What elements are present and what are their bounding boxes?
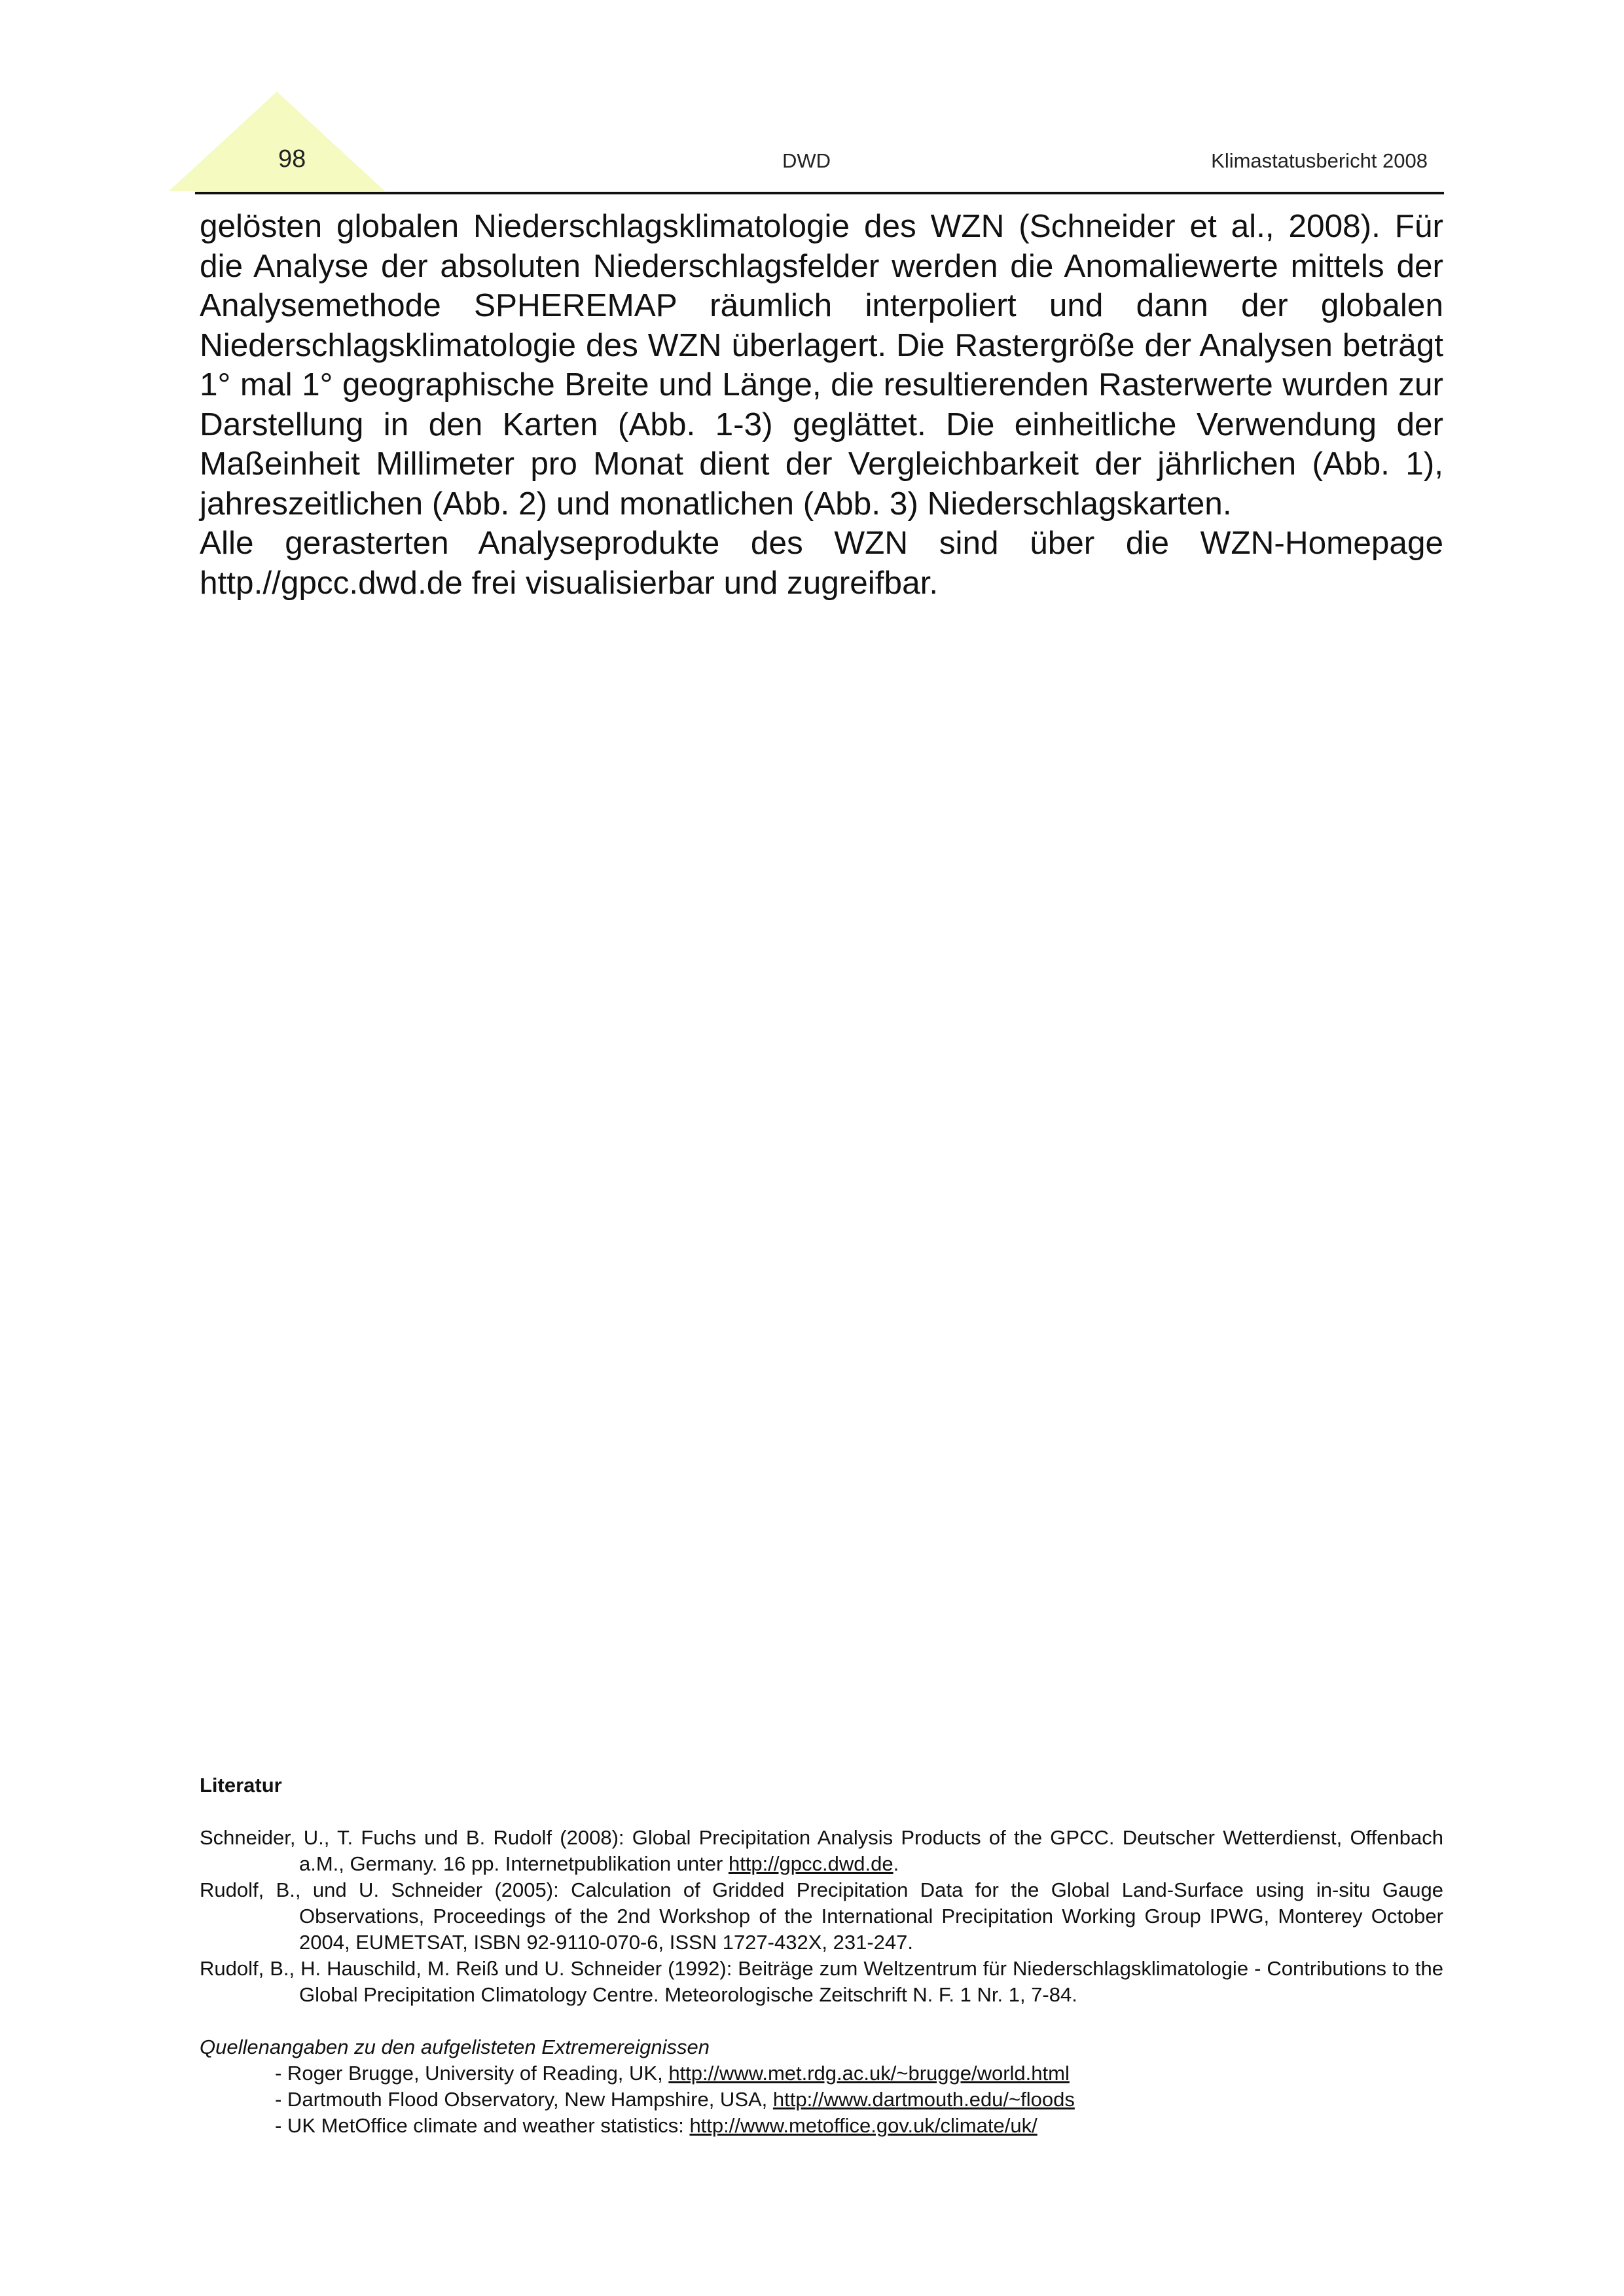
- reference-item: [200, 1877, 1443, 1956]
- source-link[interactable]: http://www.metoffice.gov.uk/climate/uk/: [689, 2114, 1038, 2137]
- reference-item: [200, 1956, 1443, 2008]
- body-paragraph-2: Alle gerasterten Analyseprodukte des WZN sind über die WZN-Homepage http.//gpcc.dwd.de frei visualisierbar und zugreifbar.: [200, 525, 1443, 601]
- literature-section: [200, 1772, 1443, 2139]
- source-item: [275, 2087, 1443, 2113]
- source-text: - Dartmouth Flood Observatory, New Hampshire, USA,: [275, 2088, 773, 2111]
- page-number-triangle: [169, 92, 385, 191]
- header-report-title: Klimastatusbericht 2008: [1211, 149, 1428, 172]
- reference-link[interactable]: http://gpcc.dwd.de: [728, 1852, 893, 1875]
- sources-section: [200, 2034, 1443, 2139]
- reference-text: Rudolf, B., und U. Schneider (2005): Calculation of Gridded Precipitation Data for the Global Land-Surface using in-situ Gauge Observations, Proceedings of the 2nd Workshop of the International Precipitation Working Group IPWG, Monterey October 2004, EUMETSAT, ISBN 92-9110-070-6, ISSN 1727-432X, 231-247.: [200, 1878, 1443, 1954]
- source-text: - Roger Brugge, University of Reading, UK,: [275, 2062, 669, 2085]
- source-item: [275, 2113, 1443, 2139]
- reference-item: [200, 1825, 1443, 1877]
- body-text: [200, 207, 1443, 603]
- reference-suffix: .: [893, 1852, 899, 1875]
- page-number: 98: [278, 145, 306, 173]
- page-header: [0, 0, 1624, 196]
- sources-heading: Quellenangaben zu den aufgelisteten Extremereignissen: [200, 2036, 710, 2058]
- header-divider: [195, 192, 1444, 194]
- header-publisher: DWD: [782, 149, 831, 172]
- source-text: - UK MetOffice climate and weather statistics:: [275, 2114, 690, 2137]
- source-item: [275, 2060, 1443, 2087]
- reference-text: Schneider, U., T. Fuchs und B. Rudolf (2008): Global Precipitation Analysis Products of the GPCC. Deutscher Wetterdienst, Offenbach a.M., Germany. 16 pp. Internetpublikation unter: [200, 1826, 1443, 1875]
- source-link[interactable]: http://www.met.rdg.ac.uk/~brugge/world.html: [668, 2062, 1070, 2085]
- literature-heading: Literatur: [200, 1774, 282, 1797]
- body-paragraph-1: gelösten globalen Niederschlagsklimatologie des WZN (Schneider et al., 2008). Für die Analyse der absoluten Niederschlagsfelder werden die Anomaliewerte mittels der Analysemethode SPHEREMAP räumlich interpoliert und dann der globalen Niederschlagsklimatologie des WZN überlagert. Die Rastergröße der Analysen beträgt 1° mal 1° geographische Breite und Länge, die resultierenden Rasterwerte wurden zur Darstellung in den Karten (Abb. 1-3) geglättet. Die einheitliche Verwendung der Maßeinheit Millimeter pro Monat dient der Vergleichbarkeit der jährlichen (Abb. 1), jahreszeitlichen (Abb. 2) und monatlichen (Abb. 3) Niederschlagskarten.: [200, 208, 1443, 522]
- reference-text: Rudolf, B., H. Hauschild, M. Reiß und U. Schneider (1992): Beiträge zum Weltzentrum für Niederschlagsklimatologie - Contributions to the Global Precipitation Climatology Centre. Meteorologische Zeitschrift N. F. 1 Nr. 1, 7-84.: [200, 1957, 1443, 2006]
- source-link[interactable]: http://www.dartmouth.edu/~floods: [772, 2088, 1075, 2111]
